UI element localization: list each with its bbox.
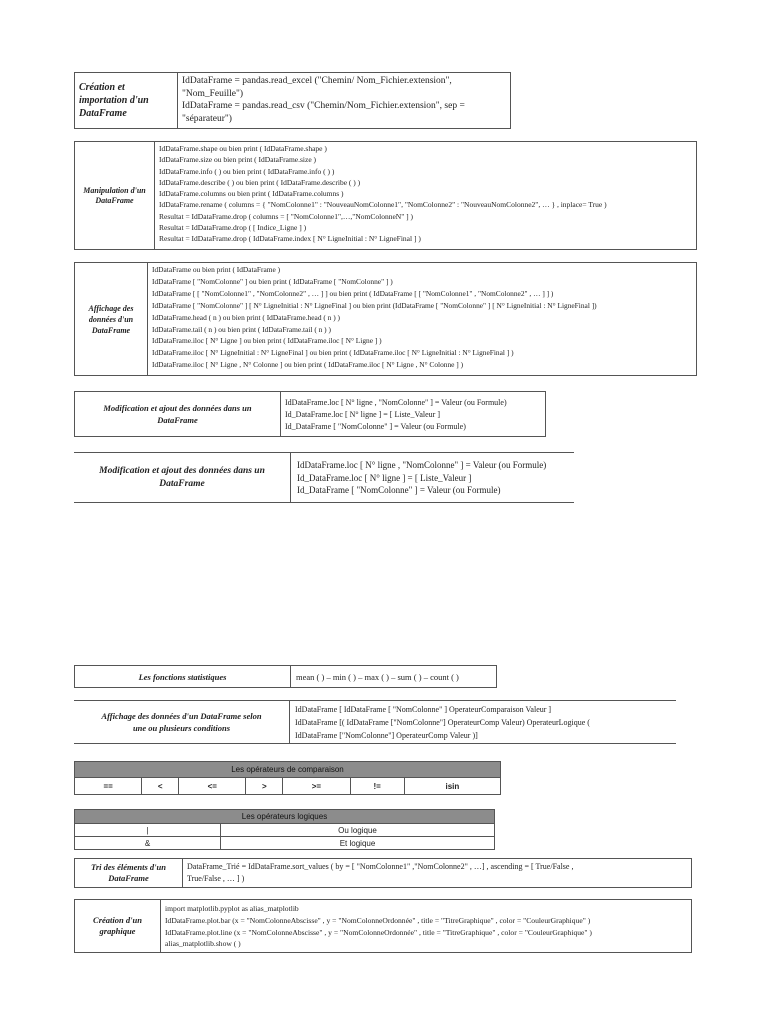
code-line: IdDataFrame.tail ( n ) ou bien print ( IdDataFrame.tail ( n ) ) bbox=[152, 324, 331, 334]
code-line: IdDataFrame.plot.bar (x = "NomColonneAbscisse" , y = "NomColonneOrdonnée" , title = "TitreGraphique" , color = "CouleurGraphique" ) bbox=[165, 915, 591, 925]
code-line: DataFrame_Trié = IdDataFrame.sort_values ( by = [ "NomColonne1" ,"NomColonne2" , …] , ascending = [ True/False , bbox=[187, 862, 574, 871]
tri-table bbox=[74, 858, 692, 888]
code-line: IdDataFrame.loc [ N° ligne , "NomColonne" ] = Valeur (ou Formule) bbox=[297, 460, 547, 470]
code-line: IdDataFrame.head ( n ) ou bien print ( IdDataFrame.head ( n ) ) bbox=[152, 312, 340, 322]
logical-name: Et logique bbox=[221, 837, 495, 850]
affichage-code bbox=[148, 263, 696, 375]
code-line: IdDataFrame [ "NomColonne" ] ou bien print ( IdDataFrame [ "NomColonne" ] ) bbox=[152, 276, 393, 286]
conditions-label: Affichage des données d'un DataFrame selon une ou plusieurs conditions bbox=[74, 701, 290, 743]
manipulation-code bbox=[155, 142, 696, 249]
code-line: IdDataFrame.columns ou bien print ( IdDataFrame.columns ) bbox=[159, 189, 344, 199]
stats-code: mean ( ) – min ( ) – max ( ) – sum ( ) – count ( ) bbox=[296, 672, 459, 682]
tri-code bbox=[183, 859, 691, 887]
affichage-table bbox=[74, 262, 697, 376]
code-line: IdDataFrame.iloc [ N° LigneInitial : N° LigneFinal ] ou bien print ( IdDataFrame.iloc [ N° LigneInitial : N° LigneFinal ] ) bbox=[152, 348, 514, 358]
graphique-code bbox=[161, 900, 691, 952]
code-line: IdDataFrame = pandas.read_csv ("Chemin/Nom_Fichier.extension", sep = bbox=[182, 101, 465, 111]
stats-label: Les fonctions statistiques bbox=[75, 666, 291, 687]
logical-name: Ou logique bbox=[221, 824, 495, 837]
code-line: Id_DataFrame.loc [ N° ligne ] = [ Liste_Valeur ] bbox=[297, 472, 472, 483]
code-line: Id_DataFrame [ "NomColonne" ] = Valeur (ou Formule) bbox=[297, 485, 501, 495]
logical-op: | bbox=[75, 824, 221, 837]
comparison-op: >= bbox=[283, 778, 350, 795]
code-line: Id_DataFrame.loc [ N° ligne ] = [ Liste_Valeur ] bbox=[285, 410, 440, 419]
code-line: IdDataFrame.iloc [ N° Ligne , N° Colonne ] ou bien print ( IdDataFrame.iloc [ N° Ligne , N° Colonne ] ) bbox=[152, 360, 464, 370]
graphique-table bbox=[74, 899, 692, 953]
code-line: IdDataFrame ["NomColonne"] OperateurComp Valeur )] bbox=[295, 731, 478, 740]
logical-op: & bbox=[75, 837, 221, 850]
tri-label: Tri des éléments d'un DataFrame bbox=[75, 859, 183, 887]
code-line: Resultat = IdDataFrame.drop ( [ Indice_Ligne ] ) bbox=[159, 223, 307, 233]
logical-title: Les opérateurs logiques bbox=[75, 810, 495, 824]
code-line: IdDataFrame.shape ou bien print ( IdDataFrame.shape ) bbox=[159, 144, 327, 153]
code-line: True/False , … ] ) bbox=[187, 874, 245, 883]
modification-label-2: Modification et ajout des données dans un DataFrame bbox=[74, 453, 291, 502]
modification-label-1: Modification et ajout des données dans un DataFrame bbox=[75, 392, 281, 436]
affichage-label: Affichage des données d'un DataFrame bbox=[75, 263, 148, 375]
comparison-op: == bbox=[75, 778, 142, 795]
code-line: IdDataFrame.size ou bien print ( IdDataFrame.size ) bbox=[159, 155, 317, 165]
comparison-op: isin bbox=[404, 778, 500, 795]
manipulation-table bbox=[74, 141, 697, 250]
code-line: IdDataFrame.describe ( ) ou bien print ( IdDataFrame.describe ( ) ) bbox=[159, 177, 361, 187]
conditions-table bbox=[74, 700, 676, 744]
comparison-op: < bbox=[142, 778, 179, 795]
comparison-operators-table bbox=[74, 761, 501, 795]
code-line: import matplotlib.pyplot as alias_matplotlib bbox=[165, 904, 299, 913]
modification-code-2 bbox=[291, 453, 574, 502]
code-line: IdDataFrame.rename ( columns = { "NomColonne1" : "NouveauNomColonne1", "NomColonne2" : "NouveauNomColonne2", … } , inplace= True ) bbox=[159, 200, 607, 210]
comparison-op: != bbox=[350, 778, 404, 795]
creation-label: Création et importation d'un DataFrame bbox=[75, 73, 178, 128]
code-line: IdDataFrame.loc [ N° ligne , "NomColonne" ] = Valeur (ou Formule) bbox=[285, 398, 507, 407]
code-line: IdDataFrame [ IdDataFrame [ "NomColonne" ] OperateurComparaison Valeur ] bbox=[295, 705, 552, 714]
code-line: alias_matplotlib.show ( ) bbox=[165, 939, 241, 949]
comparison-op: <= bbox=[179, 778, 246, 795]
code-line: IdDataFrame = pandas.read_excel ("Chemin/ Nom_Fichier.extension", bbox=[182, 76, 452, 86]
creation-code bbox=[178, 73, 510, 128]
code-line: IdDataFrame.plot.line (x = "NomColonneAbscisse" , y = "NomColonneOrdonnée" , title = "TitreGraphique" , color = "CouleurGraphique" ) bbox=[165, 927, 592, 937]
modification-table-2 bbox=[74, 452, 574, 503]
code-line: "Nom_Feuille") bbox=[182, 88, 244, 99]
graphique-label: Création d'un graphique bbox=[75, 900, 161, 952]
logical-operators-table bbox=[74, 809, 495, 850]
code-line: Resultat = IdDataFrame.drop ( IdDataFrame.index [ N° LigneInitial : N° LigneFinal ] ) bbox=[159, 234, 421, 244]
code-line: IdDataFrame.iloc [ N° Ligne ] ou bien print ( IdDataFrame.iloc [ N° Ligne ] ) bbox=[152, 336, 382, 346]
code-line: "séparateur") bbox=[182, 113, 232, 124]
comparison-title: Les opérateurs de comparaison bbox=[75, 762, 501, 778]
manipulation-label: Manipulation d'un DataFrame bbox=[75, 142, 155, 249]
code-line: Id_DataFrame [ "NomColonne" ] = Valeur (ou Formule) bbox=[285, 422, 466, 431]
conditions-code bbox=[290, 701, 676, 743]
code-line: IdDataFrame [ [ "NomColonne1" , "NomColonne2" , … ] ] ou bien print ( IdDataFrame [ [ "NomColonne1" , "NomColonne2" , … ] ] ) bbox=[152, 288, 554, 298]
code-line: IdDataFrame ou bien print ( IdDataFrame ) bbox=[152, 265, 281, 274]
comparison-op: > bbox=[246, 778, 283, 795]
code-line: IdDataFrame.info ( ) ou bien print ( IdDataFrame.info ( ) ) bbox=[159, 166, 335, 176]
stats-table bbox=[74, 665, 497, 688]
modification-code-1 bbox=[281, 392, 545, 436]
modification-table-1 bbox=[74, 391, 546, 437]
creation-table bbox=[74, 72, 511, 129]
code-line: IdDataFrame [( IdDataFrame ["NomColonne"] OperateurComp Valeur) OperateurLogique ( bbox=[295, 718, 590, 727]
code-line: IdDataFrame [ "NomColonne" ] [ N° LigneInitial : N° LigneFinal ] ou bien print (IdDataFrame [ "NomColonne" ] [ N° LigneInitial : N° LigneFinal ]) bbox=[152, 300, 597, 310]
code-line: Resultat = IdDataFrame.drop ( columns = [ "NomColonne1",…,"NomColonneN" ] ) bbox=[159, 211, 414, 221]
